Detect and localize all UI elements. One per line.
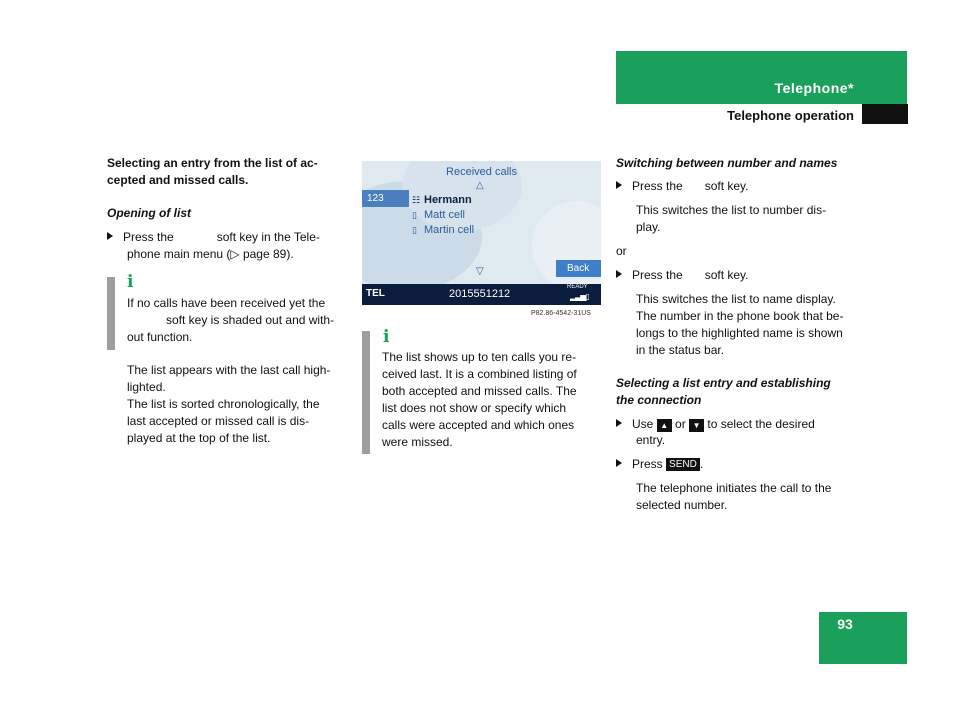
col3-subheading-1: Switching between number and names <box>616 156 838 170</box>
screen-title: Received calls <box>446 166 517 178</box>
col1-body: The list appears with the last call high- lighted. The list is sorted chronologically, the last accepted or missed call is dis- played at the top of the list. <box>127 363 331 445</box>
up-key-icon: ▲ <box>657 419 672 432</box>
bullet-arrow-icon <box>107 232 113 240</box>
col3-para-2: This switches the list to name display. The number in the phone book that be- longs to the highlighted name is shown in the status bar. <box>636 292 844 357</box>
bullet-arrow-icon <box>616 181 622 189</box>
col3-bullet-4: Press SEND . <box>616 456 703 473</box>
scroll-up-icon: △ <box>476 180 484 191</box>
page-number: 93 <box>837 616 853 632</box>
info-icon: i <box>383 327 390 347</box>
bullet-arrow-icon <box>616 270 622 278</box>
list-item[interactable]: ▯ Matt cell <box>412 209 465 221</box>
bullet-arrow-icon <box>616 459 622 467</box>
status-ready: READY <box>567 284 588 290</box>
mobile-icon: ▯ <box>412 225 417 235</box>
col3-bullet-2: Press the soft key. <box>616 267 749 284</box>
bullet-arrow-icon <box>616 419 622 427</box>
mobile-icon: ▯ <box>412 210 417 220</box>
col1-subheading: Opening of list <box>107 206 191 220</box>
image-caption: P82.86-4542-31US <box>531 310 591 317</box>
info-bar <box>107 277 115 350</box>
signal-strength-icon: ▂▃▅▯ <box>570 292 589 301</box>
col1-bullet-cont: phone main menu (▷ page 89). <box>127 247 294 261</box>
phonebook-icon: ☷ <box>412 195 421 205</box>
send-key: SEND <box>666 458 700 471</box>
status-bar <box>362 284 601 305</box>
header-tab <box>616 51 907 104</box>
header-marker <box>862 104 908 124</box>
status-label: TEL <box>366 288 385 299</box>
col1-info-text: If no calls have been received yet the soft key is shaded out and with- out function. <box>127 296 335 344</box>
back-button[interactable]: Back <box>556 260 601 277</box>
col3-para-3: The telephone initiates the call to the selected number. <box>636 481 832 512</box>
number-toggle-tab[interactable]: 123 <box>362 190 409 207</box>
info-bar <box>362 331 370 454</box>
display-screenshot <box>362 161 601 305</box>
status-number: 2015551212 <box>449 288 511 300</box>
col3-bullet-3: Use ▲ or ▼ to select the desired <box>616 416 815 433</box>
scroll-down-icon: ▽ <box>476 266 484 277</box>
col3-subheading-2: Selecting a list entry and establishing the connection <box>616 376 831 407</box>
col2-info-text: The list shows up to ten calls you re- ceived last. It is a combined listing of both accepted and missed calls. The list does not show or specify which calls were accepted and which ones were missed. <box>382 350 577 449</box>
down-key-icon: ▼ <box>689 419 704 432</box>
list-item[interactable]: ☷ Hermann <box>412 194 472 206</box>
col1-heading: Selecting an entry from the list of ac- cepted and missed calls. <box>107 156 318 187</box>
col3-para-1: This switches the list to number dis- play. <box>636 203 827 234</box>
col3-bullet-1: Press the soft key. <box>616 178 749 195</box>
col1-bullet: Press the soft key in the Tele- <box>107 229 320 246</box>
list-item[interactable]: ▯ Martin cell <box>412 224 475 236</box>
info-icon: i <box>127 272 134 292</box>
section-title: Telephone* <box>774 80 854 96</box>
col3-or: or <box>616 244 627 258</box>
col3-bullet-3-cont: entry. <box>636 433 666 447</box>
section-subtitle: Telephone operation <box>727 108 854 123</box>
